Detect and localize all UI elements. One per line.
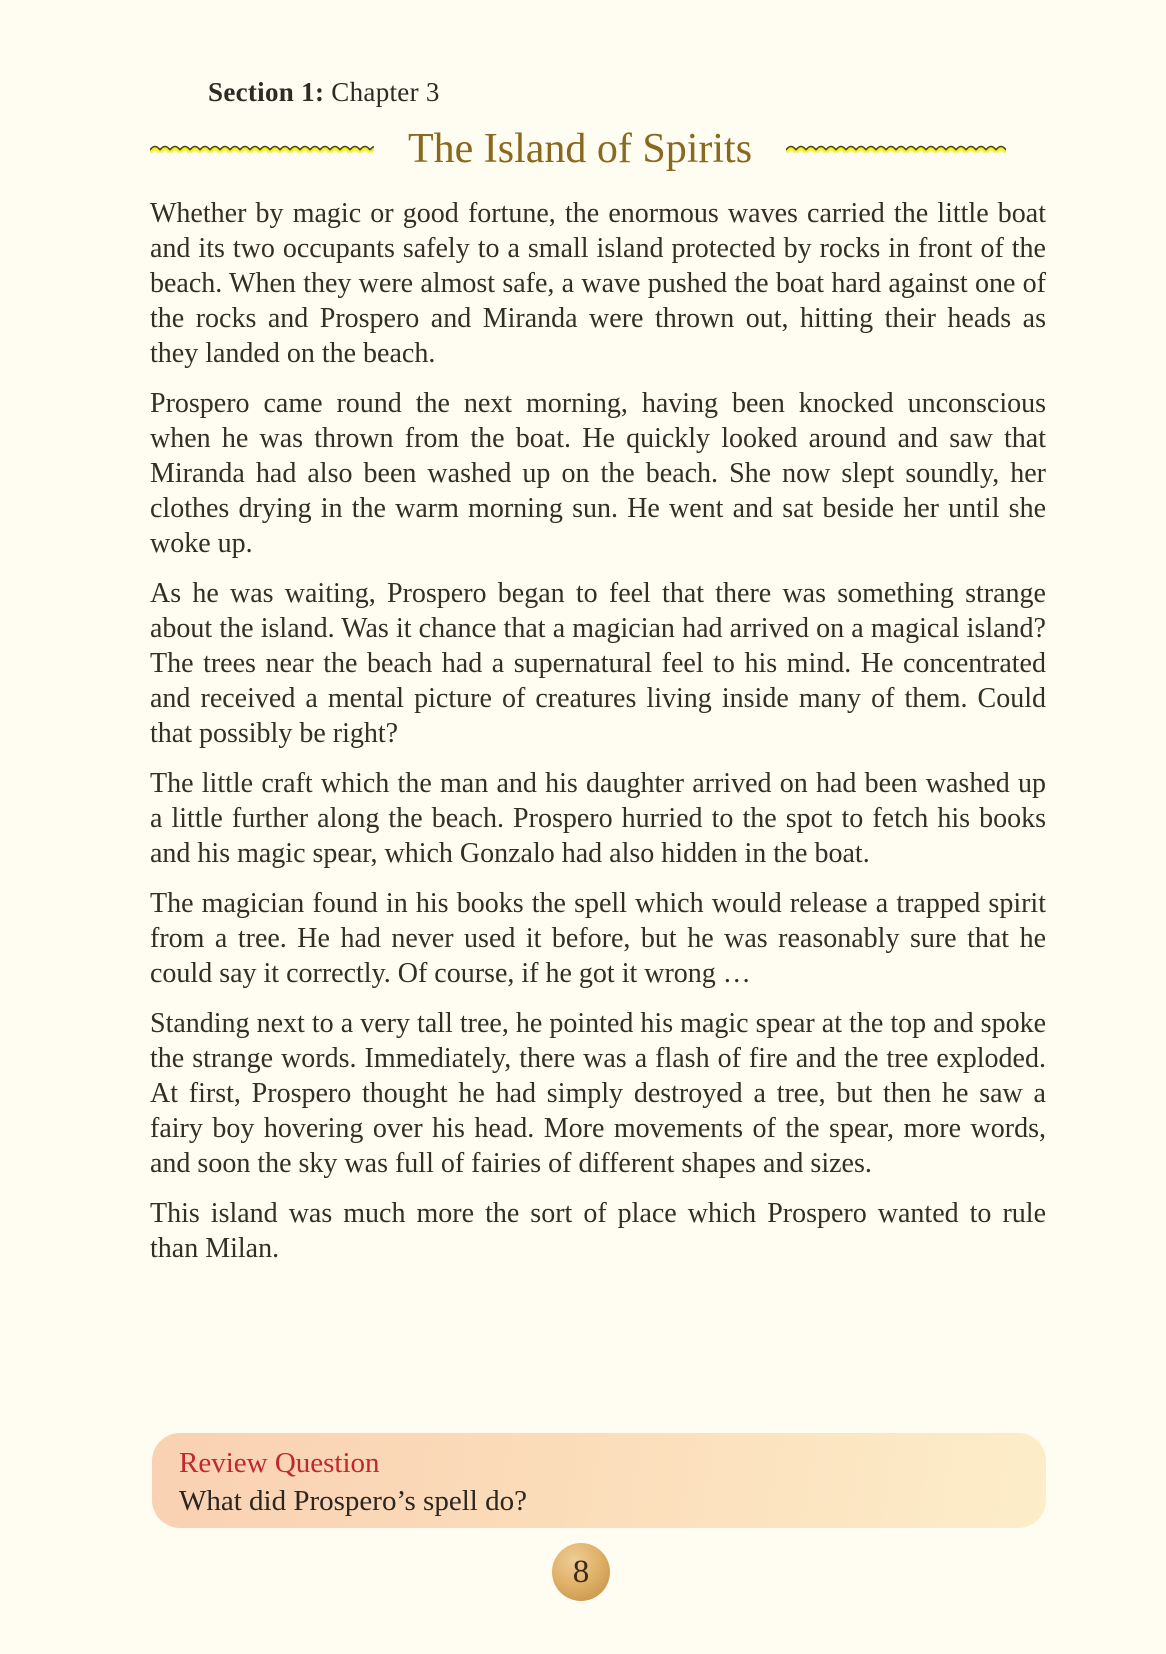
paragraph: Prospero came round the next morning, having been knocked unconscious when he was thrown from the boat. He quickly looked around and saw that Miranda had also been washed up on the beach. She now slept soundly, her clothes drying in the warm morning sun. He went and sat beside her until she woke up.: [150, 388, 1046, 559]
page-number-badge: [552, 1543, 610, 1601]
chapter-title-row: [150, 120, 1006, 178]
paragraph: Standing next to a very tall tree, he pointed his magic spear at the top and spoke the strange words. Immediately, there was a flash of fire and the tree exploded. At first, Prospero thought he had simply destroyed a tree, but then he saw a fairy boy hovering over his head. More movements of the spear, more words, and soon the sky was full of fairies of different shapes and sizes.: [150, 1008, 1046, 1179]
paragraph: The magician found in his books the spell which would release a trapped spirit from a tree. He had never used it before, but he was reasonably sure that he could say it correctly. Of course, if he got it wrong …: [150, 888, 1046, 989]
review-question-heading: Review Question: [179, 1447, 380, 1479]
wavy-rule-left-icon: [150, 141, 374, 157]
story-text: [150, 196, 1046, 1281]
review-question-box: [152, 1433, 1046, 1528]
review-question-text: What did Prospero’s spell do?: [179, 1485, 527, 1517]
paragraph: This island was much more the sort of place which Prospero wanted to rule than Milan.: [150, 1198, 1046, 1264]
page-number: 8: [572, 1553, 590, 1590]
paragraph: As he was waiting, Prospero began to feel that there was something strange about the island. Was it chance that a magician had arrived on a magical island? The trees near the beach had a supernatural feel to his mind. He concentrated and received a mental picture of creatures living inside many of them. Could that possibly be right?: [150, 578, 1046, 749]
chapter-label: Chapter 3: [331, 77, 440, 107]
paragraph: The little craft which the man and his daughter arrived on had been washed up a little further along the beach. Prospero hurried to the spot to fetch his books and his magic spear, which Gonzalo had also hidden in the boat.: [150, 768, 1046, 869]
section-label: Section 1:: [208, 77, 325, 107]
wavy-rule-right-icon: [786, 141, 1006, 157]
section-heading: [208, 76, 440, 108]
paragraph: Whether by magic or good fortune, the enormous waves carried the little boat and its two occupants safely to a small island protected by rocks in front of the beach. When they were almost safe, a wave pushed the boat hard against one of the rocks and Prospero and Miranda were thrown out, hitting their heads as they landed on the beach.: [150, 198, 1046, 369]
page-title: The Island of Spirits: [407, 126, 753, 172]
